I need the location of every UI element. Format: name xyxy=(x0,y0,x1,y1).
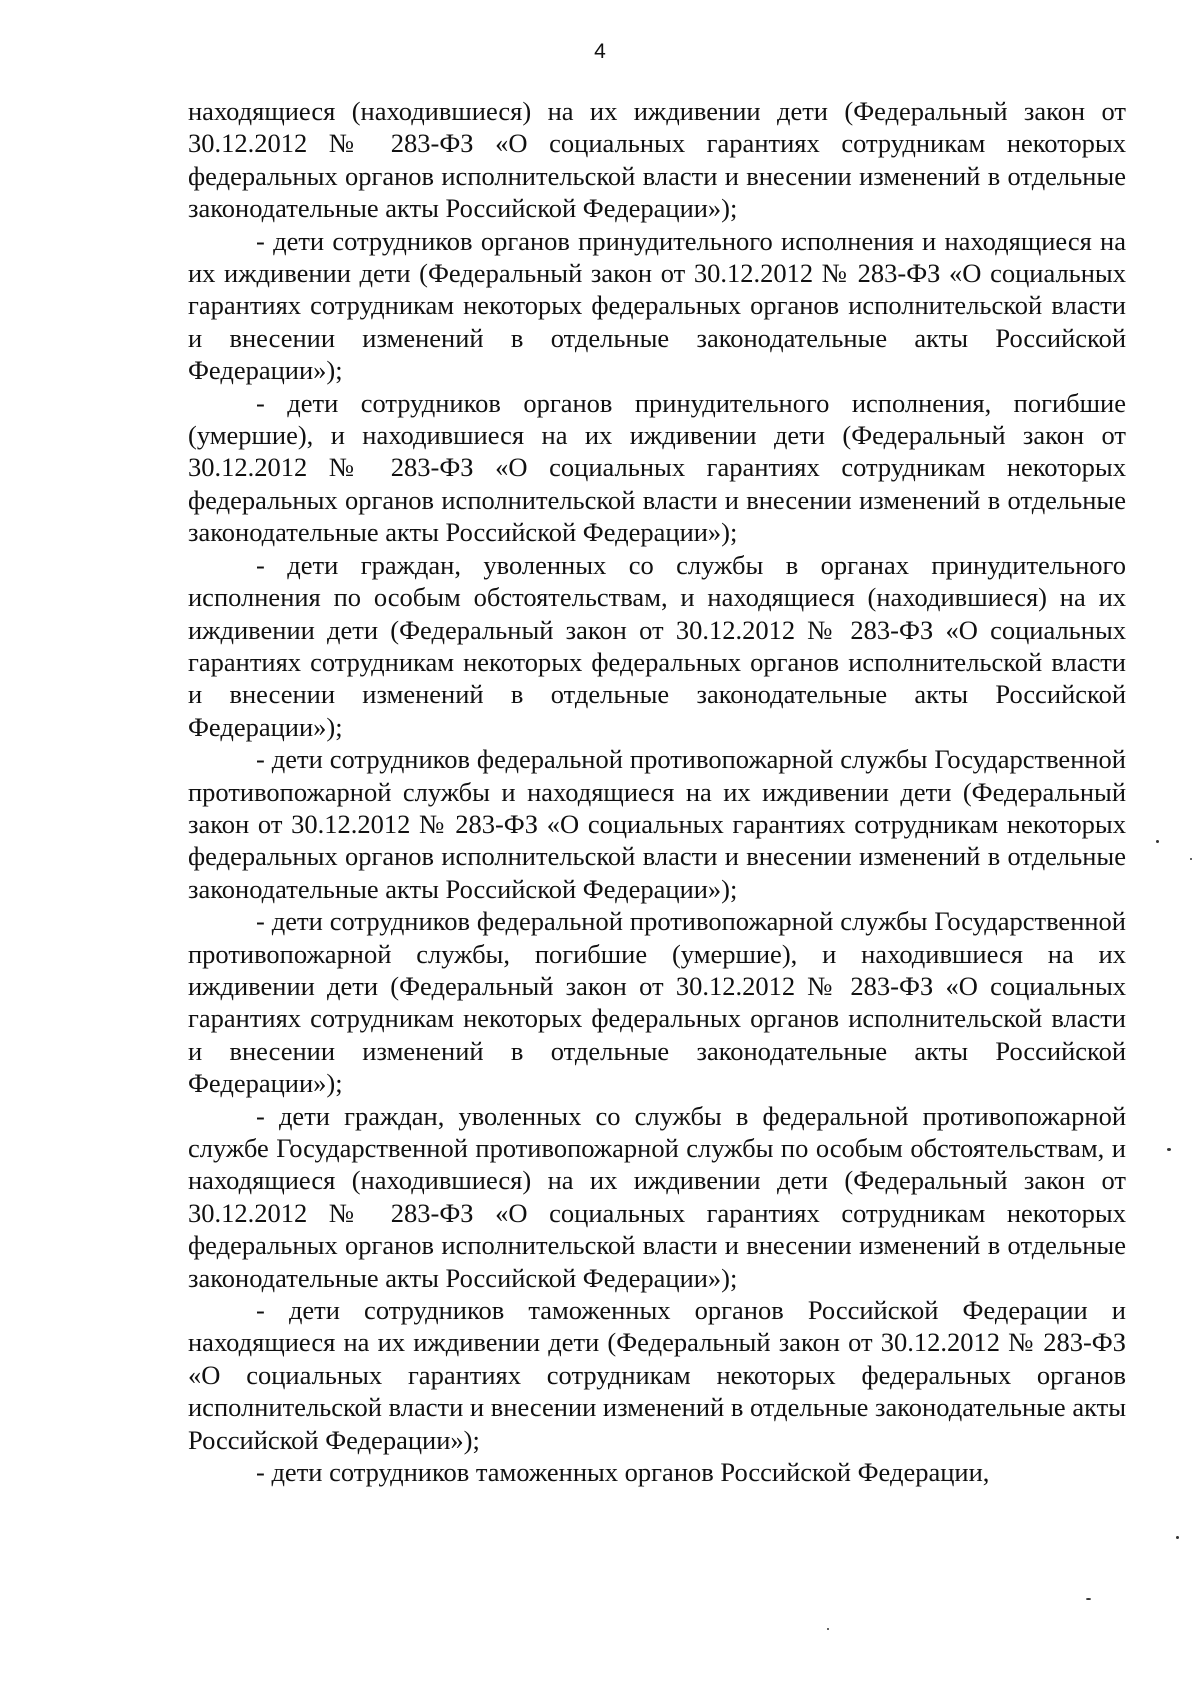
paragraph-5: - дети сотрудников федеральной противопожарной службы Государственной противопожарной службы и находящиеся на их иждивении дети (Федеральный закон от 30.12.2012 № 283-ФЗ «О социальных гарантиях сотрудникам некоторых федеральных органов исполнительской власти и внесении изменений в отдельные законодательные акты Российской Федерации»); xyxy=(188,744,1126,904)
scan-speck xyxy=(1176,1536,1179,1539)
scan-speck xyxy=(827,1628,829,1630)
paragraph-6: - дети сотрудников федеральной противопожарной службы Государственной противопожарной службы, погибшие (умершие), и находившиеся на их иждивении дети (Федеральный закон от 30.12.2012 № 283-ФЗ «О социальных гарантиях сотрудникам некоторых федеральных органов исполнительской власти и внесении изменений в отдельные законодательные акты Российской Федерации»); xyxy=(188,906,1126,1099)
paragraph-7: - дети граждан, уволенных со службы в федеральной противопожарной службе Государственной противопожарной службы по особым обстоятельствам, и находящиеся (находившиеся) на их иждивении дети (Федеральный закон от 30.12.2012 № 283-ФЗ «О социальных гарантиях сотрудникам некоторых федеральных органов исполнительской власти и внесении изменений в отдельные законодательные акты Российской Федерации»); xyxy=(188,1100,1126,1293)
paragraph-4: - дети граждан, уволенных со службы в органах принудительного исполнения по особым обстоятельствам, и находящиеся (находившиеся) на их иждивении дети (Федеральный закон от 30.12.2012 № 283-ФЗ «О социальных гарантиях сотрудникам некоторых федеральных органов исполнительской власти и внесении изменений в отдельные законодательные акты Российской Федерации»); xyxy=(188,549,1126,742)
paragraph-2: - дети сотрудников органов принудительного исполнения и находящиеся на их иждивении дети (Федеральный закон от 30.12.2012 № 283-ФЗ «О социальных гарантиях сотрудникам некоторых федеральных органов исполнительской власти и внесении изменений в отдельные законодательные акты Российской Федерации»); xyxy=(188,225,1126,386)
scan-speck xyxy=(1086,1598,1091,1600)
paragraph-8: - дети сотрудников таможенных органов Российской Федерации и находящиеся на их иждивении дети (Федеральный закон от 30.12.2012 № 283-ФЗ «О социальных гарантиях сотрудникам некоторых федеральных органов исполнительской власти и внесении изменений в отдельные законодательные акты Российской Федерации»); xyxy=(188,1295,1126,1455)
paragraph-3: - дети сотрудников органов принудительного исполнения, погибшие (умершие), и находившиеся на их иждивении дети (Федеральный закон от 30.12.2012 № 283-ФЗ «О социальных гарантиях сотрудникам некоторых федеральных органов исполнительской власти и внесении изменений в отдельные законодательные акты Российской Федерации»); xyxy=(188,387,1126,548)
body-text xyxy=(188,95,1126,1488)
scan-speck xyxy=(1167,1148,1171,1151)
paragraph-1: находящиеся (находившиеся) на их иждивении дети (Федеральный закон от 30.12.2012 № 283-ФЗ «О социальных гарантиях сотрудникам некоторых федеральных органов исполнительской власти и внесении изменений в отдельные законодательные акты Российской Федерации»); xyxy=(188,96,1126,224)
scan-speck xyxy=(1190,858,1192,860)
paragraph-9: - дети сотрудников таможенных органов Российской Федерации, xyxy=(256,1457,990,1488)
page-number: 4 xyxy=(594,40,606,63)
scan-speck xyxy=(1156,840,1159,843)
